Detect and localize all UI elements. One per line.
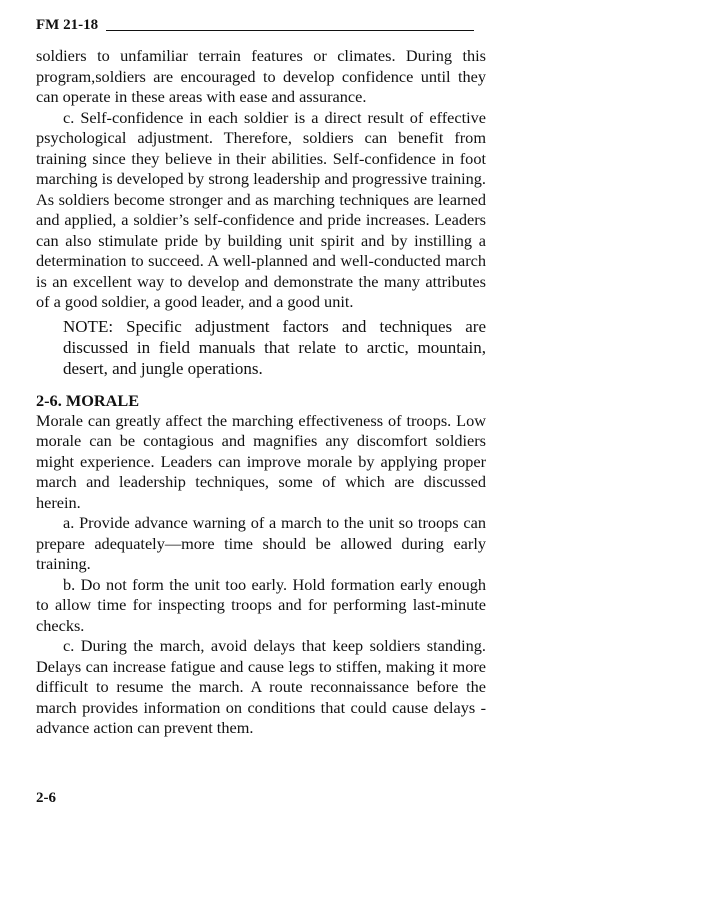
continuation-paragraph: soldiers to unfamiliar terrain features or climates. During this program,soldiers are encouraged to develop confidence until they can operate in these areas with ease and assurance. (36, 46, 486, 106)
paragraph-c: c. Self-confidence in each soldier is a direct result of effective psychological adjustment. Therefore, soldiers can benefit from training since they believe in their abilities. Self-confidence in foot marching is developed by strong leadership and progressive training. As soldiers become stronger and as marching techniques are learned and applied, a soldier’s self-confidence and pride increases. Leaders can also stimulate pride by building unit spirit and by instilling a determination to succeed. A well-planned and well-conducted march is an excellent way to develop and demonstrate the many attributes of a good soldier, a good leader, and a good unit. (36, 107, 486, 311)
page-header (36, 10, 486, 34)
section-heading: 2-6. MORALE (36, 390, 140, 410)
manual-code: FM 21-18 (36, 17, 99, 33)
body-text (36, 46, 486, 379)
note: NOTE: Specific adjustment factors and techniques are discussed in field manuals that relate to arctic, mountain, desert, and jungle operations. (63, 316, 486, 378)
page-number: 2-6 (36, 790, 56, 806)
document-page (36, 10, 486, 739)
section-item-b: b. Do not form the unit too early. Hold formation early enough to allow time for inspecting troops and for performing last-minute checks. (36, 574, 486, 635)
header-rule (106, 30, 474, 31)
section-item-c: c. During the march, avoid delays that keep soldiers standing. Delays can increase fatigue and cause legs to stiffen, making it more difficult to resume the march. A route reconnaissance before the march provides information on conditions that could cause delays - advance action can prevent them. (36, 636, 486, 737)
section-body (36, 411, 486, 739)
section-item-a: a. Provide advance warning of a march to the unit so troops can prepare adequately—more time should be allowed during early training. (36, 513, 486, 573)
section-intro: Morale can greatly affect the marching effectiveness of troops. Low morale can be contagious and magnifies any discomfort soldiers might experience. Leaders can improve morale by applying proper march and leadership techniques, some of which are discussed herein. (36, 410, 486, 512)
